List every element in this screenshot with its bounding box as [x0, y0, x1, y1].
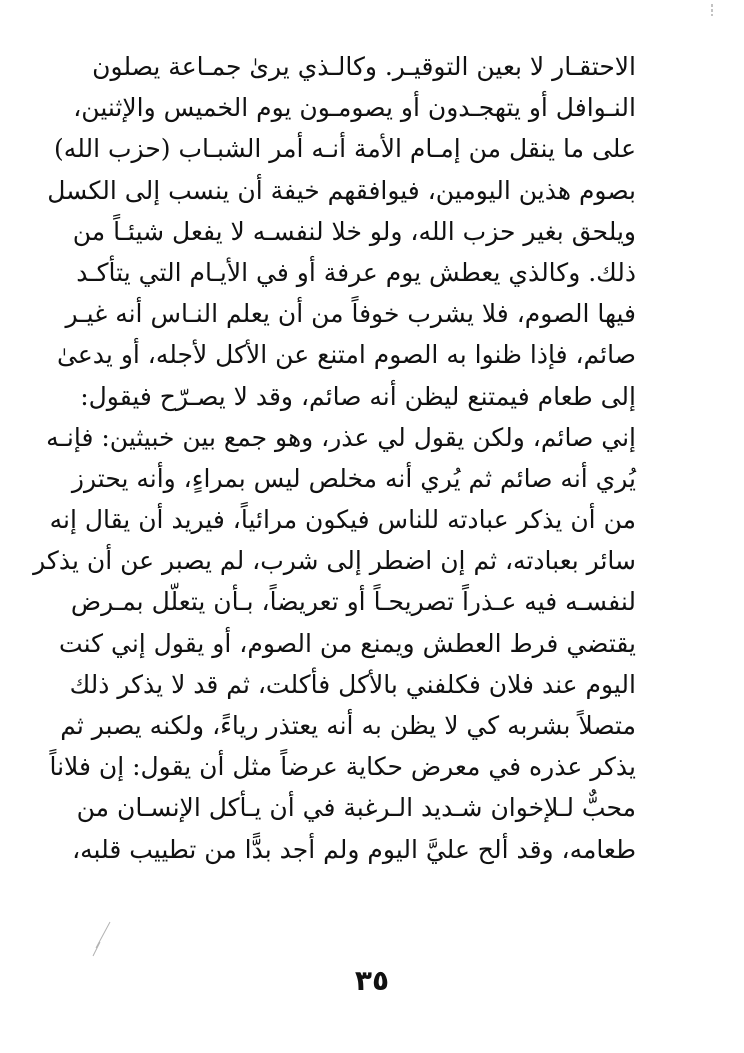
- text-line: فيها الصوم، فلا يشرب خوفاً من أن يعلم النـاس أنه غيـر: [65, 299, 636, 329]
- text-line: إني صائم، ولكن يقول لي عذر، وهو جمع بين خبيثين: فإنـه: [46, 422, 636, 452]
- text-line: يُري أنه صائم ثم يُري أنه مخلص ليس بمراءٍ، وأنه يحترز: [71, 463, 636, 493]
- text-line: لنفسـه فيه عـذراً تصريحـاً أو تعريضاً، بـأن يتعلّل بمـرض: [70, 587, 636, 617]
- text-line: من أن يذكر عبادته للناس فيكون مرائياً، فيريد أن يقال إنه: [49, 505, 636, 535]
- text-line: ذلك. وكالذي يعطش يوم عرفة أو في الأيـام التي يتأكـد: [76, 257, 636, 287]
- page-number: ٣٥: [354, 964, 390, 997]
- text-line: متصلاً بشربه كي لا يظن به أنه يعتذر رياءً، ولكنه يصبر ثم: [60, 711, 636, 740]
- text-line: النـوافل أو يتهجـدون أو يصومـون يوم الخميس والإثنين،: [73, 93, 636, 123]
- text-line: بصوم هذين اليومين، فيوافقهم خيفة أن ينسب إلى الكسل: [47, 175, 636, 205]
- text-line: طعامه، وقد ألح عليَّ اليوم ولم أجد بدًّا من تطييب قلبه،: [72, 834, 636, 864]
- text-line: اليوم عند فلان فكلفني بالأكل فأكلت، ثم قد لا يذكر ذلك: [69, 669, 636, 699]
- text-line: سائر بعبادته، ثم إن اضطر إلى شرب، لم يصبر عن أن يذكر: [33, 546, 636, 576]
- text-line: إلى طعام فيمتنع ليظن أنه صائم، وقد لا يصـرّح فيقول:: [80, 381, 636, 411]
- text-line: صائم، فإذا ظنوا به الصوم امتنع عن الأكل لأجله، أو يدعىٰ: [57, 340, 636, 370]
- text-line: يذكر عذره في معرض حكاية عرضاً مثل أن يقول: إن فلاناً: [49, 752, 636, 782]
- page-body-text: [33, 46, 636, 870]
- text-line: يقتضي فرط العطش ويمنع من الصوم، أو يقول إني كنت: [59, 628, 636, 658]
- margin-scratch-mark: [86, 918, 114, 960]
- text-line: الاحتقـار لا بعين التوقيـر. وكالـذي يرىٰ جمـاعة يصلون: [92, 52, 636, 81]
- text-line: على ما ينقل من إمـام الأمة أنـه أمر الشبـاب (حزب الله): [54, 134, 636, 164]
- text-line: ويلحق بغير حزب الله، ولو خلا لنفسـه لا يفعل شيئـاً من: [72, 216, 636, 246]
- text-line: محبٌّ لـلإخوان شـديد الـرغبة في أن يـأكل الإنسـان من: [76, 793, 636, 823]
- scan-edge-mark: [711, 4, 713, 16]
